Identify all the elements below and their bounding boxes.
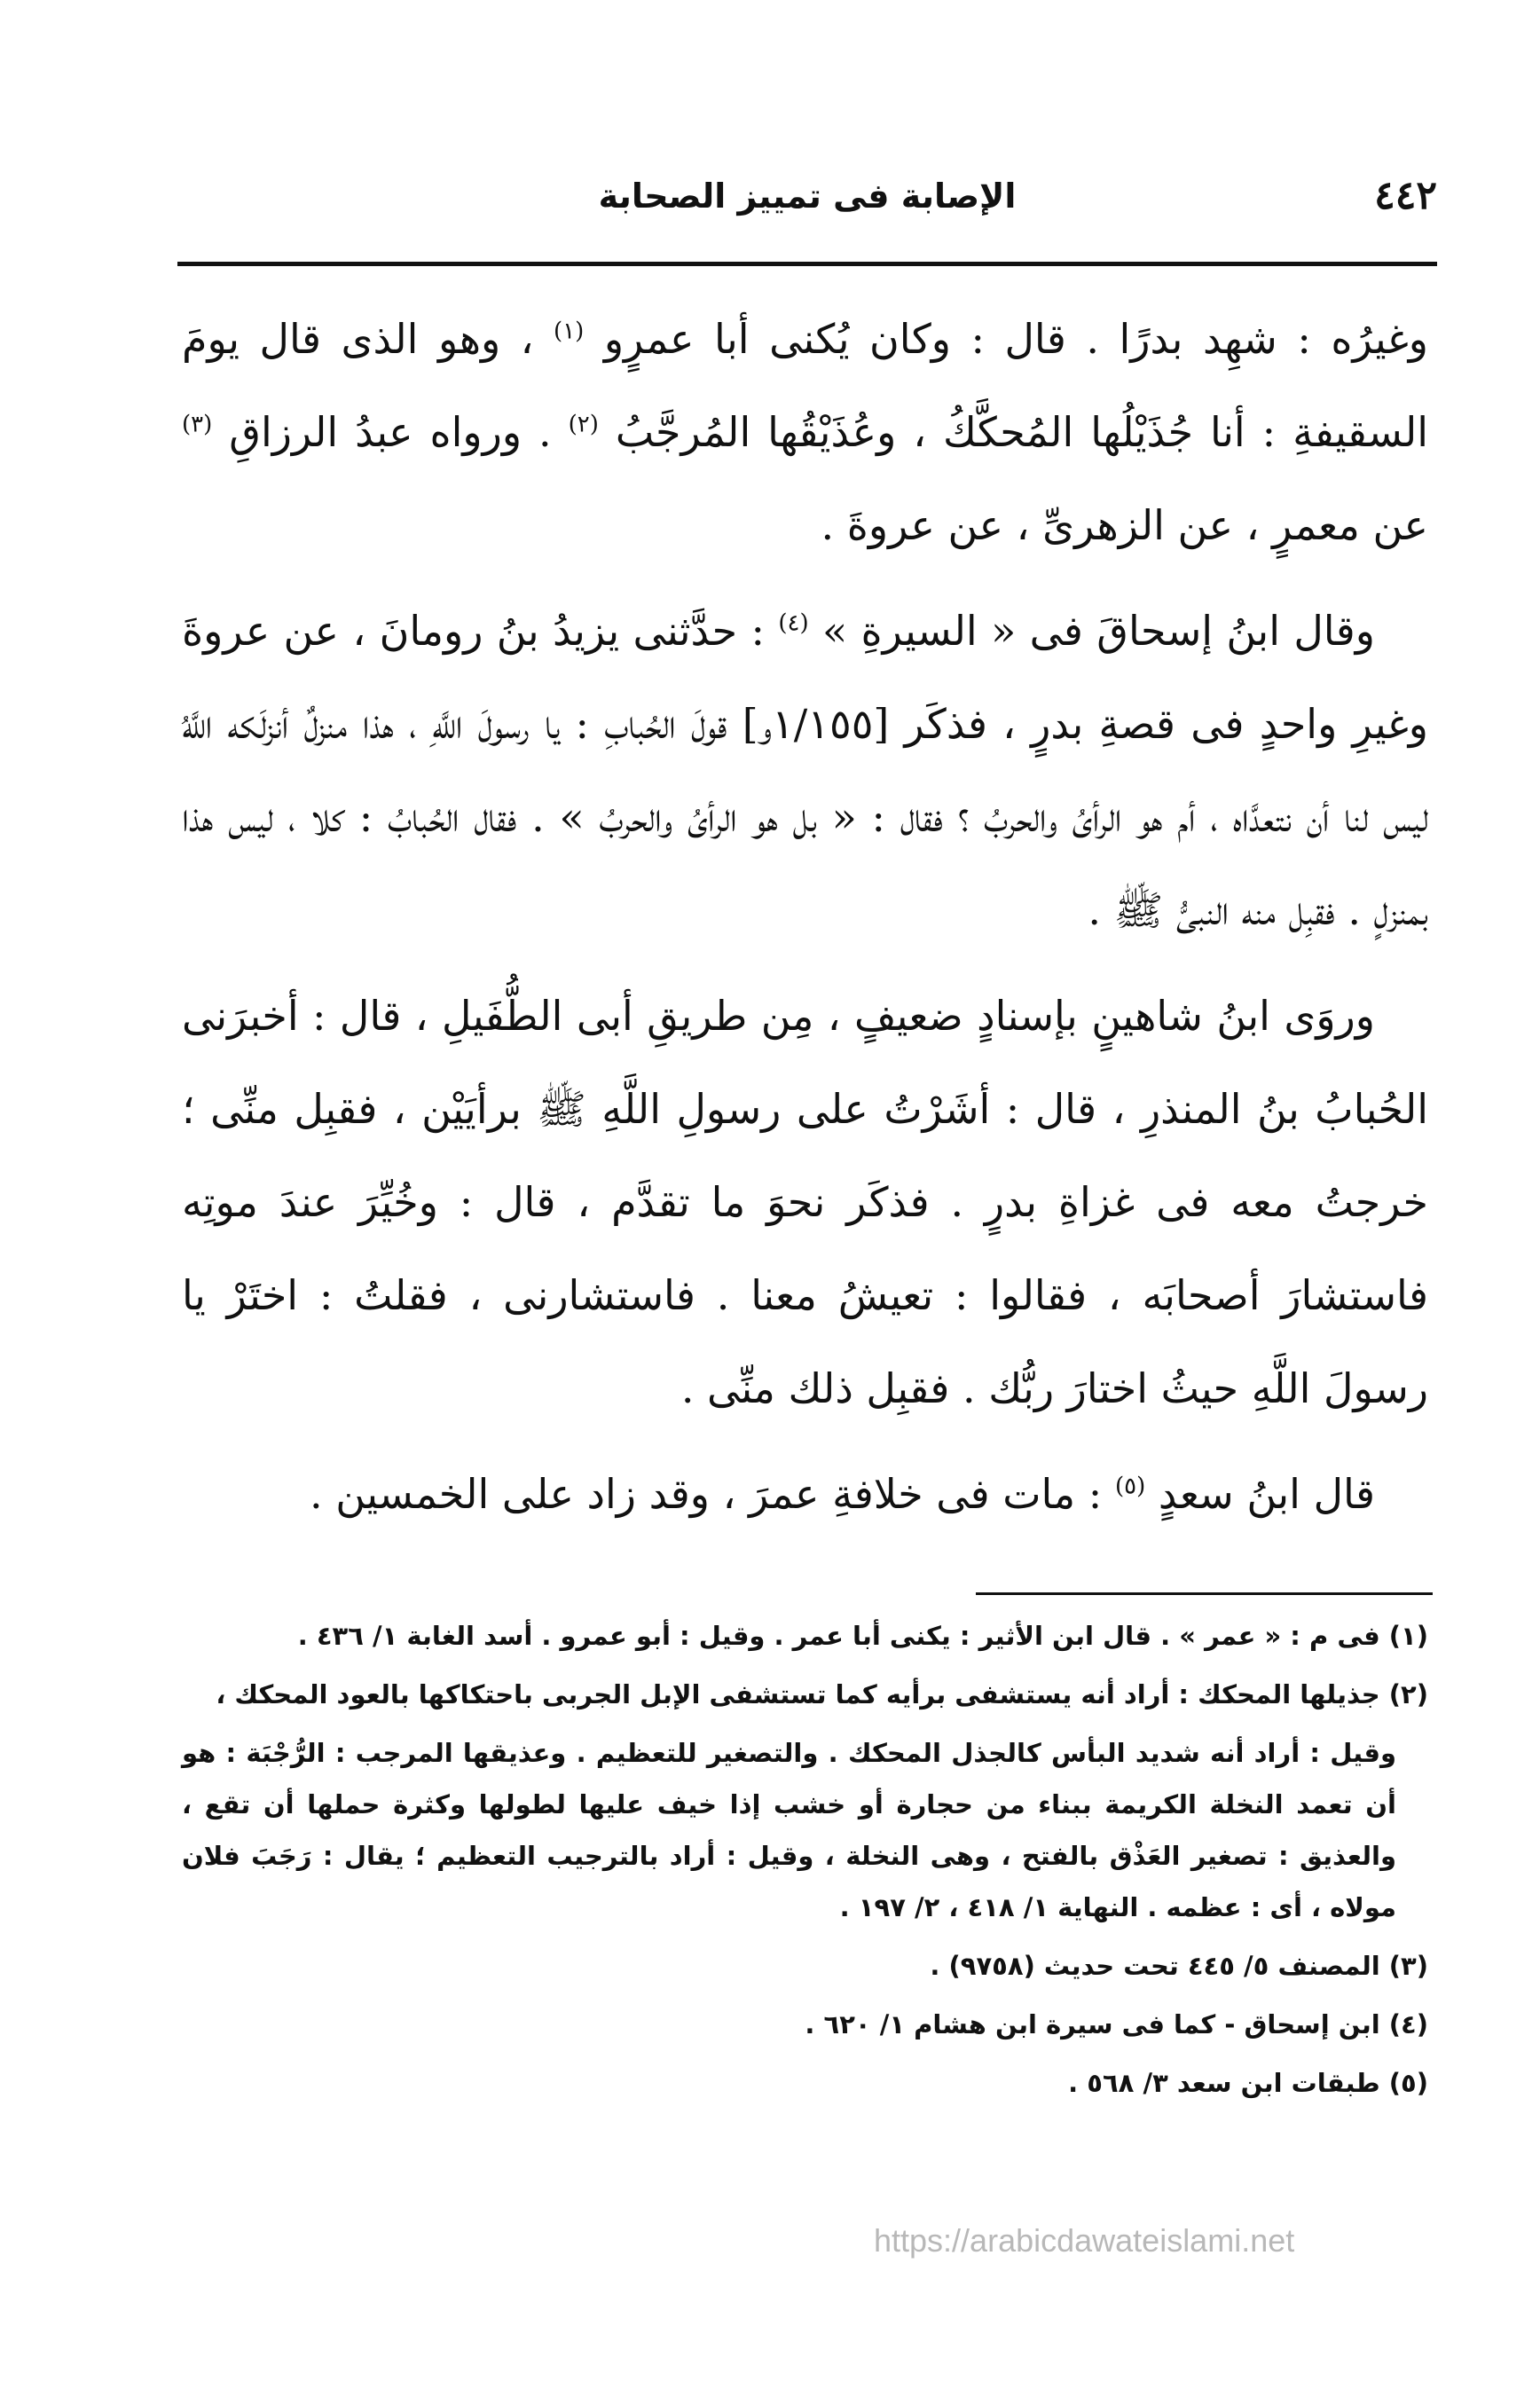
watermark-url: https://arabicdawateislami.net (874, 2222, 1295, 2259)
footnote-ref-3[interactable]: (٣) (182, 411, 213, 438)
footnote-2: (٢) جذيلها المحكك : أراد أنه يستشفى برأيه كما تستشفى الإبل الجربى باحتكاكها بالعود المحكك ، (216, 1679, 1428, 1709)
main-text (182, 293, 1428, 1553)
footnote-5: (٥) طبقات ابن سعد ٣/ ٥٦٨ . (1068, 2068, 1428, 2098)
book-title: الإصابة فى تمييز الصحابة (598, 177, 1017, 216)
running-header (177, 173, 1437, 244)
footnote-ref-5[interactable]: (٥) (1114, 1473, 1146, 1500)
page-number: ٤٤٢ (1374, 173, 1437, 218)
footnote-4: (٤) ابن إسحاق - كما فى سيرة ابن هشام ١/ ٦٢٠ . (805, 2009, 1428, 2039)
paragraph-3: وروَى ابنُ شاهينٍ بإسنادٍ ضعيفٍ ، مِن طريقِ أبى الطُّفَيلِ ، قال : أخبرَنى الحُبابُ بنُ المنذرِ ، قال : أشَرْتُ على رسولِ اللَّهِ ﷺ برأيَيْن ، فقبِل منِّى ؛ خرجتُ معه فى غزاةِ بدرٍ . فذكَر نحوَ ما تقدَّم ، قال : وخُيِّرَ عندَ موتِه فاستشارَ أصحابَه ، فقالوا : تعيشُ معنا . فاستشارنى ، فقلتُ : اختَرْ يا رسولَ اللَّهِ حيثُ اختارَ ربُّك . فقبِل ذلك منِّى . (182, 992, 1428, 1412)
footnote-ref-2[interactable]: (٢) (568, 411, 599, 438)
paragraph-1: وغيرُه : شهِد بدرًا . قال : وكان يُكنى أبا عمرٍو $^{(١)}$ ، وهو الذى قال يومَ السقيفةِ : أنا جُذَيْلُها المُحكَّكُ ، وعُذَيْقُها المُرجَّبُ $^{(٢)}$ . ورواه عبدُ الرزاقِ $^{(٣)}$ عن معمرٍ ، عن الزهرىِّ ، عن عروةَ . (182, 315, 1428, 549)
header-rule (177, 262, 1437, 266)
footnote-separator (976, 1592, 1433, 1595)
footnote-ref-4[interactable]: (٤) (778, 609, 809, 637)
footnotes (182, 1610, 1428, 2116)
footnote-3: (٣) المصنف ٥/ ٤٤٥ تحت حديث (٩٧٥٨) . (930, 1951, 1428, 1981)
footnote-1: (١) فى م : « عمر » . قال ابن الأثير : يكنى أبا عمر . وقيل : أبو عمرو . أسد الغابة ١/ ٤٣٦ . (297, 1621, 1428, 1651)
paragraph-2: وقال ابنُ إسحاقَ فى « السيرةِ » $^{(٤)}$ : حدَّثنى يزيدُ بنُ رومانَ ، عن عروةَ وغيرِ واحدٍ فى قصةِ بدرٍ ، فذكَر [١/١٥٥و] قولَ الحُبابِ : يا رسولَ اللَّهِ ، هذا منزلٌ أنزلَكه اللَّهُ ليس لنا أن نتعدَّاه ، أم هو الرأىُ والحربُ ؟ فقال : « بل هو الرأىُ والحربُ » . فقال الحُبابُ : كلا ، ليس هذا بمنزلٍ . فقبِل منه النبىُّ ﷺ . (182, 607, 1429, 934)
paragraph-4: قال ابنُ سعدٍ $^{(٥)}$ : مات فى خلافةِ عمرَ ، وقد زاد على الخمسين . (310, 1470, 1375, 1518)
footnote-ref-1[interactable]: (١) (554, 318, 585, 345)
footnote-2-continued: وقيل : أراد أنه شديد البأس كالجذل المحكك . والتصغير للتعظيم . وعذيقها المرجب : الرُّجْبَة : هو أن تعمد النخلة الكريمة ببناء من حجارة أو خشب إذا خيف عليها لطولها وكثرة حملها أن تقع ، والعذيق : تصغير العَذْق بالفتح ، وهى النخلة ، وقيل : أراد بالترجيب التعظيم ؛ يقال : رَجَبَ فلان مولاه ، أى : عظمه . النهاية ١/ ٤١٨ ، ٢/ ١٩٧ . (182, 1738, 1396, 1922)
